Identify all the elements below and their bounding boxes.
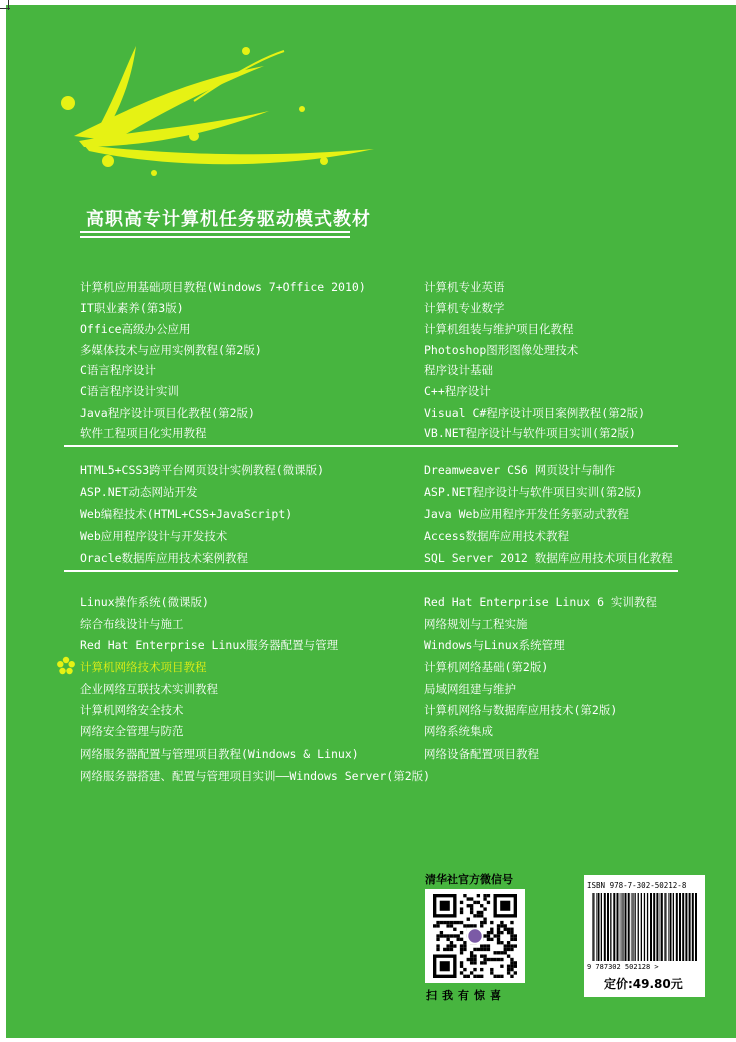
vine-decoration-icon: [54, 41, 384, 181]
book-title: 计算机组装与维护项目化教程: [424, 322, 574, 336]
current-book-title: 计算机网络技术项目教程: [80, 660, 207, 674]
book-title: 计算机网络与数据库应用技术(第2版): [424, 703, 618, 717]
book-title: Red Hat Enterprise Linux 6 实训教程: [424, 595, 657, 609]
barcode-bars-icon: [590, 893, 700, 961]
qr-caption: 清华社官方微信号: [425, 873, 513, 886]
book-title: IT职业素养(第3版): [80, 301, 184, 315]
title-underline-2: [80, 236, 350, 238]
book-title: 网络规划与工程实施: [424, 617, 528, 631]
title-underline: [80, 231, 350, 233]
book-title: 局域网组建与维护: [424, 682, 516, 696]
book-title: 网络系统集成: [424, 724, 493, 738]
book-title: Windows与Linux系统管理: [424, 638, 565, 652]
group-divider: [64, 445, 678, 447]
qr-code-icon: [433, 894, 517, 978]
book-title: Web应用程序设计与开发技术: [80, 529, 228, 543]
book-title: 网络服务器搭建、配置与管理项目实训——Windows Server(第2版): [80, 769, 431, 783]
book-title: C语言程序设计实训: [80, 384, 179, 398]
book-title: VB.NET程序设计与软件项目实训(第2版): [424, 426, 636, 440]
flower-marker-icon: [56, 656, 76, 676]
qr-code: [425, 889, 525, 983]
book-title: SQL Server 2012 数据库应用技术项目化教程: [424, 551, 673, 565]
book-title: Oracle数据库应用技术案例教程: [80, 551, 249, 565]
back-cover: [6, 5, 736, 1038]
book-title: Linux操作系统(微课版): [80, 595, 209, 609]
qr-scan-text: 扫我有惊喜: [426, 989, 506, 1002]
series-title: 高职高专计算机任务驱动模式教材: [86, 209, 371, 230]
book-title: 计算机专业数学: [424, 301, 505, 315]
book-title: 计算机网络基础(第2版): [424, 660, 549, 674]
book-title: 网络设备配置项目教程: [424, 747, 539, 761]
book-title: Visual C#程序设计项目案例教程(第2版): [424, 406, 646, 420]
book-title: Java Web应用程序开发任务驱动式教程: [424, 507, 629, 521]
book-title: Photoshop图形图像处理技术: [424, 343, 579, 357]
book-title: 网络服务器配置与管理项目教程(Windows & Linux): [80, 747, 359, 761]
book-title: C++程序设计: [424, 384, 491, 398]
book-title: Dreamweaver CS6 网页设计与制作: [424, 463, 616, 477]
barcode-number: 9 787302 502128 >: [587, 963, 659, 971]
price: 定价:49.80元: [604, 977, 683, 991]
barcode: [584, 875, 705, 997]
book-title: C语言程序设计: [80, 363, 156, 377]
book-title: 网络安全管理与防范: [80, 724, 184, 738]
book-title: Red Hat Enterprise Linux服务器配置与管理: [80, 638, 339, 652]
book-title: 综合布线设计与施工: [80, 617, 184, 631]
book-title: 软件工程项目化实用教程: [80, 426, 207, 440]
book-title: Office高级办公应用: [80, 322, 191, 336]
book-title: HTML5+CSS3跨平台网页设计实例教程(微课版): [80, 463, 325, 477]
book-title: 企业网络互联技术实训教程: [80, 682, 218, 696]
book-title: Web编程技术(HTML+CSS+JavaScript): [80, 507, 293, 521]
book-title: 多媒体技术与应用实例教程(第2版): [80, 343, 262, 357]
book-title: 计算机专业英语: [424, 280, 505, 294]
book-title: 计算机应用基础项目教程(Windows 7+Office 2010): [80, 280, 366, 294]
book-title: ASP.NET程序设计与软件项目实训(第2版): [424, 485, 643, 499]
book-title: Java程序设计项目化教程(第2版): [80, 406, 255, 420]
isbn-text: ISBN 978-7-302-50212-8: [587, 881, 687, 890]
book-title: 计算机网络安全技术: [80, 703, 184, 717]
book-title: Access数据库应用技术教程: [424, 529, 570, 543]
group-divider: [64, 570, 678, 572]
book-title: ASP.NET动态网站开发: [80, 485, 198, 499]
book-title: 程序设计基础: [424, 363, 493, 377]
